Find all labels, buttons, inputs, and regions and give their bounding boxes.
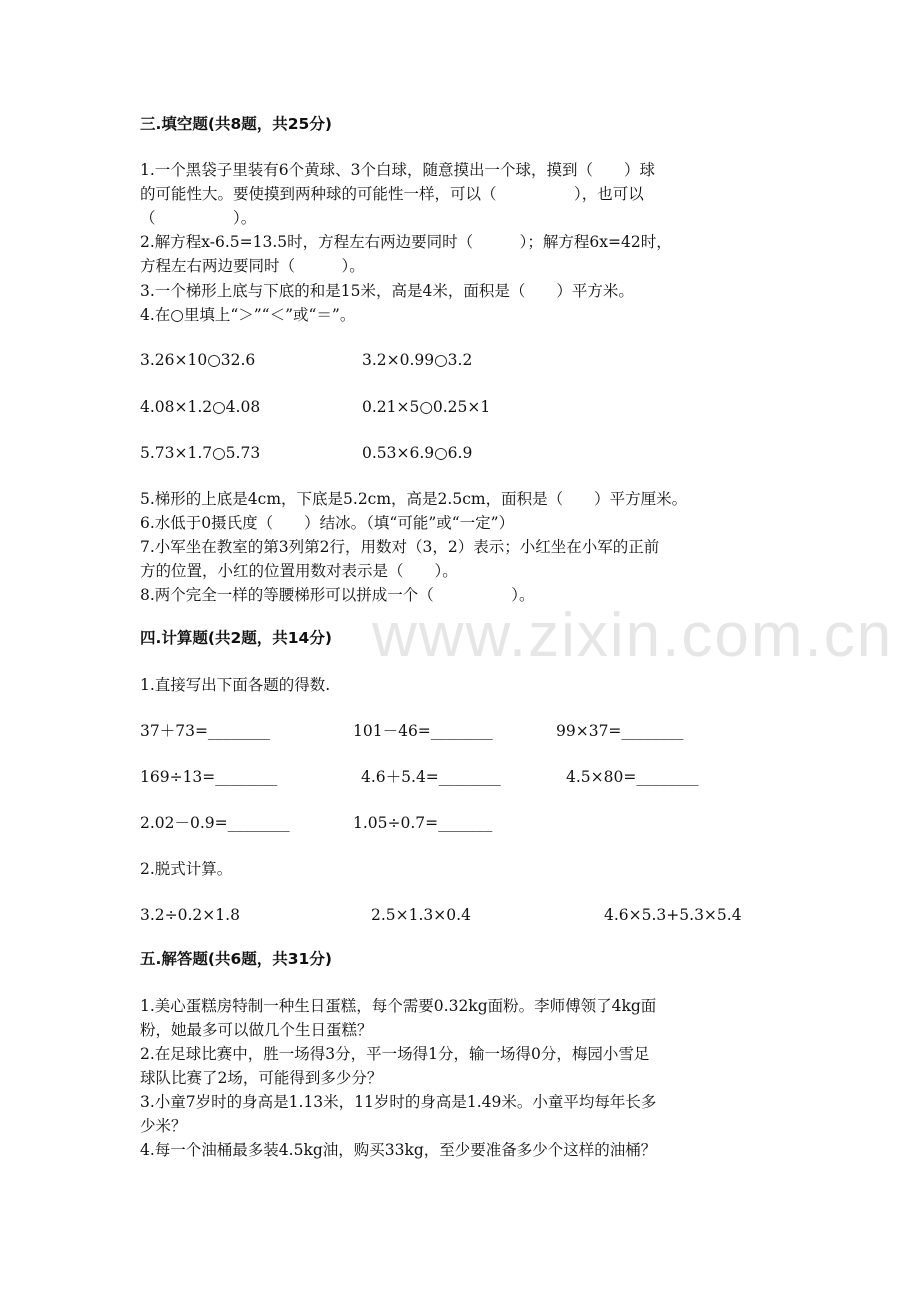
section-5-line: 3.小童7岁时的身高是1.13米，11岁时的身高是1.49米。小童平均每年长多	[140, 1093, 657, 1111]
section-3-line: 方程左右两边要同时（ ）。	[140, 257, 365, 275]
section-3-line: 的可能性大。要使摸到两种球的可能性一样，可以（ ），也可以	[140, 185, 644, 203]
section-5-line: 4.每一个油桶最多装4.5kg油，购买33kg，至少要准备多少个这样的油桶？	[140, 1141, 657, 1159]
section-3-line: 1.一个黑袋子里装有6个黄球、3个白球，随意摸出一个球，摸到（ ）球	[140, 161, 656, 179]
section-5-line: 2.在足球比赛中，胜一场得3分，平一场得1分，输一场得0分，梅园小雪足	[140, 1045, 650, 1063]
section-3-line: （ ）。	[140, 209, 257, 227]
section-3-line: 8.两个完全一样的等腰梯形可以拼成一个（ ）。	[140, 586, 535, 604]
expression-item: 3.2÷0.2×1.8	[140, 906, 240, 924]
compare-item: 5.73×1.7○5.73	[140, 444, 261, 462]
section-5-line: 粉，她最多可以做几个生日蛋糕？	[140, 1021, 373, 1039]
calc-item: 101－46=________	[353, 722, 493, 740]
calc-item: 4.5×80=________	[566, 768, 699, 786]
section-5-line: 少米？	[140, 1117, 187, 1135]
section-4-heading: 四.计算题(共2题，共14分)	[140, 629, 332, 647]
section-3-line: 5.梯形的上底是4cm，下底是5.2cm，高是2.5cm，面积是（ ）平方厘米。	[140, 490, 688, 508]
calc-item: 169÷13=________	[140, 768, 278, 786]
watermark: www.zixin.com.cn	[372, 601, 894, 670]
section-3-line: 2.解方程x-6.5=13.5时，方程左右两边要同时（ ）；解方程6x=42时，	[140, 233, 672, 251]
section-5-line: 球队比赛了2场，可能得到多少分？	[140, 1069, 383, 1087]
expression-item: 4.6×5.3+5.3×5.4	[604, 906, 742, 924]
section-3-line: 方的位置，小红的位置用数对表示是（ ）。	[140, 562, 458, 580]
section-3-line: 7.小军坐在教室的第3列第2行，用数对（3，2）表示；小红坐在小军的正前	[140, 538, 660, 556]
section-4-q1: 1.直接写出下面各题的得数.	[140, 676, 331, 694]
section-5-line: 1.美心蛋糕房特制一种生日蛋糕，每个需要0.32kg面粉。李师傅领了4kg面	[140, 997, 657, 1015]
section-3-line: 3.一个梯形上底与下底的和是15米，高是4米，面积是（ ）平方米。	[140, 282, 634, 300]
section-5-heading: 五.解答题(共6题，共31分)	[140, 950, 332, 968]
expression-item: 2.5×1.3×0.4	[371, 906, 471, 924]
section-3-line: 6.水低于0摄氏度（ ）结冰。（填“可能”或“一定”）	[140, 514, 515, 532]
calc-item: 1.05÷0.7=_______	[353, 814, 493, 832]
compare-item: 4.08×1.2○4.08	[140, 398, 261, 416]
calc-item: 37＋73=________	[140, 722, 270, 740]
calc-item: 4.6＋5.4=________	[361, 768, 501, 786]
calc-item: 99×37=________	[556, 722, 684, 740]
compare-item: 0.21×5○0.25×1	[362, 398, 491, 416]
compare-item: 3.26×10○32.6	[140, 351, 256, 369]
section-3-heading: 三.填空题(共8题，共25分)	[140, 115, 332, 133]
section-4-q2: 2.脱式计算。	[140, 860, 233, 878]
calc-item: 2.02－0.9=________	[140, 814, 290, 832]
compare-item: 3.2×0.99○3.2	[362, 351, 473, 369]
compare-item: 0.53×6.9○6.9	[362, 444, 473, 462]
section-3-line: 4.在○里填上“＞”“＜”或“＝”。	[140, 306, 356, 324]
